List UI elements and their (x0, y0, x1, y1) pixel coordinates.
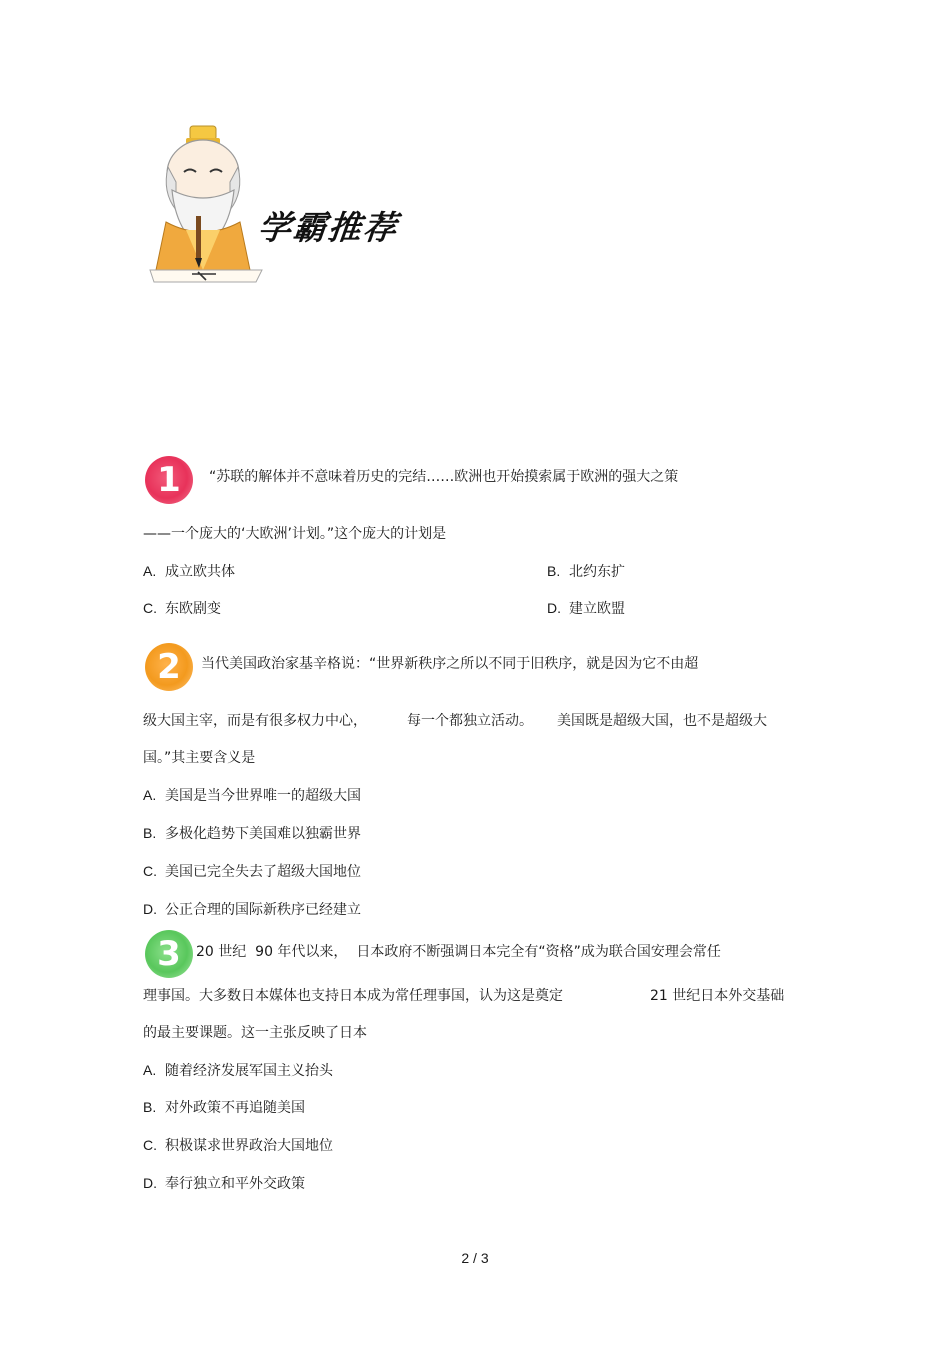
option-letter: A. (143, 1062, 157, 1078)
option-letter: A. (143, 563, 157, 579)
question-1-line-2: ——一个庞大的‘大欧洲’计划。”这个庞大的计划是 (143, 526, 447, 542)
question-2-line-3: 国。”其主要含义是 (143, 750, 256, 766)
question-number-badge: 1 (145, 456, 193, 504)
page-number: 2 / 3 (461, 1250, 489, 1266)
question-1-option-a (143, 561, 235, 582)
option-letter: B. (547, 563, 561, 579)
option-letter: C. (143, 600, 157, 616)
question-3-line-3: 的最主要课题。这一主张反映了日本 (143, 1025, 367, 1041)
option-text: 积极谋求世界政治大国地位 (165, 1138, 333, 1154)
option-letter: A. (143, 787, 157, 803)
option-text: 东欧剧变 (165, 601, 221, 617)
question-3-line-1: 20 世纪 90 年代以来， 日本政府不断强调日本完全有“资格”成为联合国安理会常任 (196, 944, 721, 960)
option-text: 美国是当今世界唯一的超级大国 (165, 788, 361, 804)
question-2-line-2b: 每一个都独立活动。 (407, 713, 533, 729)
option-text: 多极化趋势下美国难以独霸世界 (165, 826, 361, 842)
option-letter: C. (143, 863, 157, 879)
question-2-line-2a: 级大国主宰，而是有很多权力中心， (143, 713, 367, 729)
question-3-option-b (143, 1097, 305, 1118)
question-1-option-d (547, 598, 625, 619)
question-number-badge: 2 (145, 643, 193, 691)
question-2-option-b (143, 823, 361, 844)
question-3-option-a (143, 1060, 333, 1081)
scholar-mascot-illustration (146, 122, 266, 284)
option-text: 公正合理的国际新秩序已经建立 (165, 902, 361, 918)
option-text: 随着经济发展军国主义抬头 (165, 1063, 333, 1079)
question-2-line-1: 当代美国政治家基辛格说：“世界新秩序之所以不同于旧秩序，就是因为它不由超 (201, 656, 699, 672)
question-3-option-d (143, 1173, 305, 1194)
option-text: 美国已完全失去了超级大国地位 (165, 864, 361, 880)
question-3-line-2b: 21 世纪日本外交基础 (650, 988, 785, 1004)
question-1-option-c (143, 598, 221, 619)
question-2-option-a (143, 785, 361, 806)
option-text: 成立欧共体 (165, 564, 235, 580)
option-text: 建立欧盟 (569, 601, 625, 617)
question-2-option-c (143, 861, 361, 882)
question-2-option-d (143, 899, 361, 920)
option-text: 对外政策不再追随美国 (165, 1100, 305, 1116)
option-letter: B. (143, 1099, 157, 1115)
option-text: 奉行独立和平外交政策 (165, 1176, 305, 1192)
question-2-line-2c: 美国既是超级大国，也不是超级大 (557, 713, 767, 729)
question-number-badge: 3 (145, 930, 193, 978)
option-letter: D. (547, 600, 561, 616)
option-letter: C. (143, 1137, 157, 1153)
option-letter: D. (143, 901, 157, 917)
banner-title: 学霸推荐 (256, 208, 401, 247)
question-3-option-c (143, 1135, 333, 1156)
option-letter: D. (143, 1175, 157, 1191)
option-letter: B. (143, 825, 157, 841)
option-text: 北约东扩 (569, 564, 625, 580)
question-1-option-b (547, 561, 625, 582)
question-1-line-1: “苏联的解体并不意味着历史的完结……欧洲也开始摸索属于欧洲的强大之策 (209, 469, 679, 485)
question-3-line-2a: 理事国。大多数日本媒体也支持日本成为常任理事国，认为这是奠定 (143, 988, 563, 1004)
